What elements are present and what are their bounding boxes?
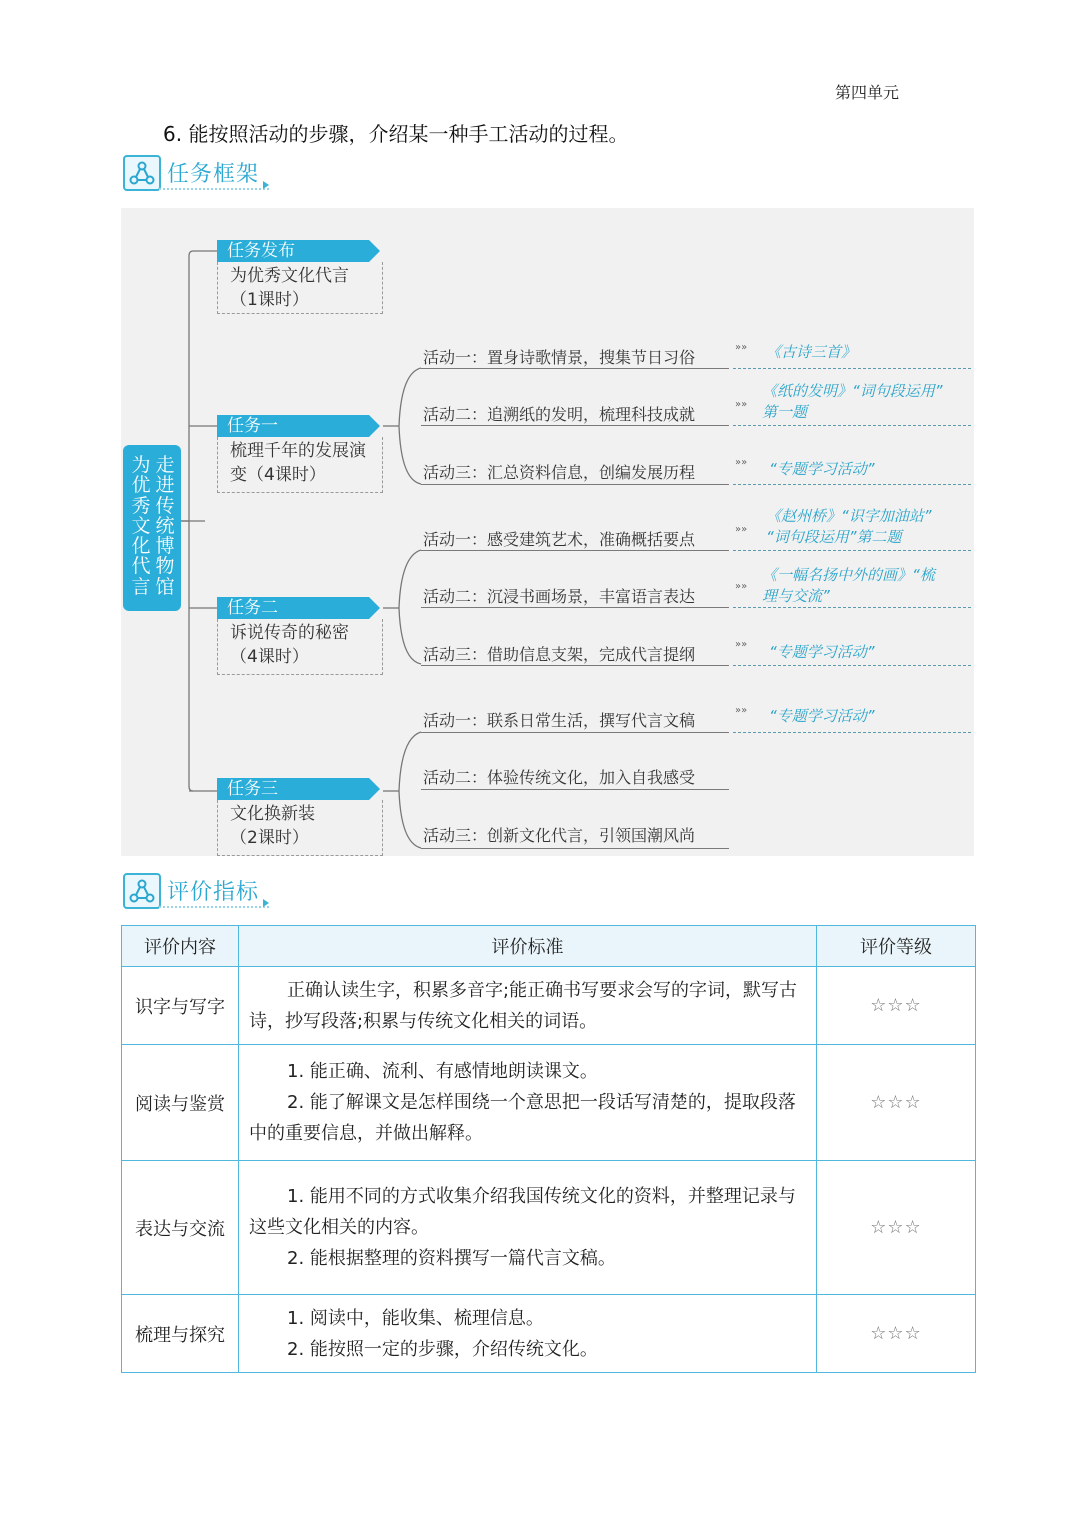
header-content: 评价内容 bbox=[122, 926, 239, 967]
resource-2-1: 《赵州桥》“识字加油站” “词句段运用”第二题 bbox=[766, 507, 932, 546]
row-criteria: 1. 能正确、流利、有感情地朗读课文。 2. 能了解课文是怎样围绕一个意思把一段话写清楚的，提取段落中的重要信息，并做出解释。 bbox=[239, 1045, 817, 1161]
activity-2-1: 活动一：感受建筑艺术，准确概括要点 bbox=[423, 530, 696, 549]
mindmap-root: 走进传统博物馆 为优秀文化代言 bbox=[123, 445, 181, 611]
task-body-publish: 为优秀文化代言 （1课时） bbox=[217, 262, 383, 314]
activity-3-1: 活动一：联系日常生活，撰写代言文稿 bbox=[423, 711, 696, 730]
task-body-1: 梳理千年的发展演 变（4课时） bbox=[217, 437, 383, 493]
row-category: 表达与交流 bbox=[122, 1161, 239, 1295]
section-framework-header bbox=[123, 155, 283, 195]
resource-1-1: 《古诗三首》 bbox=[766, 343, 857, 361]
table-row bbox=[122, 1161, 976, 1295]
activity-1-1: 活动一：置身诗歌情景，搜集节日习俗 bbox=[423, 348, 696, 367]
row-rating: ☆☆☆ bbox=[817, 1295, 976, 1373]
activity-3-2: 活动二：体验传统文化，加入自我感受 bbox=[423, 768, 696, 787]
table-row bbox=[122, 1045, 976, 1161]
resource-2-3: “专题学习活动” bbox=[769, 643, 875, 661]
resource-3-1: “专题学习活动” bbox=[769, 707, 875, 725]
activity-2-2: 活动二：沉浸书画场景，丰富语言表达 bbox=[423, 587, 696, 606]
resource-1-2: 《纸的发明》“词句段运用” 第一题 bbox=[762, 382, 943, 421]
row-rating: ☆☆☆ bbox=[817, 1161, 976, 1295]
row-criteria: 1. 阅读中，能收集、梳理信息。 2. 能按照一定的步骤，介绍传统文化。 bbox=[239, 1295, 817, 1373]
section-title: 评价指标 bbox=[167, 880, 260, 905]
resource-2-2: 《一幅名扬中外的画》“梳 理与交流” bbox=[762, 566, 935, 605]
activity-2-3: 活动三：借助信息支架，完成代言提纲 bbox=[423, 645, 696, 664]
table-row bbox=[122, 967, 976, 1045]
row-category: 阅读与鉴赏 bbox=[122, 1045, 239, 1161]
network-icon bbox=[123, 873, 161, 909]
activity-1-3: 活动三：汇总资料信息，创编发展历程 bbox=[423, 463, 696, 482]
table-row bbox=[122, 1295, 976, 1373]
activity-3-3: 活动三：创新文化代言，引领国潮风尚 bbox=[423, 826, 696, 845]
evaluation-table bbox=[121, 925, 976, 1373]
task-tag-1: 任务一 bbox=[217, 415, 369, 437]
resource-1-3: “专题学习活动” bbox=[769, 460, 875, 478]
task-tag-2: 任务二 bbox=[217, 597, 369, 619]
header-criteria: 评价标准 bbox=[239, 926, 817, 967]
table-header-row bbox=[122, 926, 976, 967]
header-rating: 评价等级 bbox=[817, 926, 976, 967]
row-category: 识字与写字 bbox=[122, 967, 239, 1045]
task-framework-mindmap: 走进传统博物馆 为优秀文化代言 任务发布 为优秀文化代言 （1课时） 任务一 梳理千年的发展演 变（4课时） 任务二 诉说传奇的秘密 （4课时） 任务三 文化换新装 （2课时） 活动一：置身诗歌情景，搜集节日习俗 »» 《古诗三首》 活动二：追溯纸的发明，梳理科技成就 »» 《纸的发明》“词句段运用” 第一题 活动三：汇总资料信息，创编发展历程 »» “专题学习活动” 活动一：感受建筑艺术，准确概括要点 »» 《赵州桥》“识字加油站” “词句段运用”第二题 活动二：沉浸书画场景，丰富语言表达 »» 《一幅名扬中外的画》“梳 理与交流” 活动三：借助信息支架，完成代言提纲 »» “专题学习活动” 活动一：联系日常生活，撰写代言文稿 »» “专题学习活动” 活动二：体验传统文化，加入自我感受 活动三：创新文化代言，引领国潮风尚 bbox=[121, 208, 974, 856]
task-tag-3: 任务三 bbox=[217, 778, 369, 800]
task-body-2: 诉说传奇的秘密 （4课时） bbox=[217, 619, 383, 675]
row-criteria: 正确认读生字，积累多音字;能正确书写要求会写的字词，默写古诗，抄写段落;积累与传统文化相关的词语。 bbox=[239, 967, 817, 1045]
row-rating: ☆☆☆ bbox=[817, 967, 976, 1045]
network-icon bbox=[123, 155, 161, 191]
goal-line: 6. 能按照活动的步骤，介绍某一种手工活动的过程。 bbox=[163, 122, 629, 146]
row-category: 梳理与探究 bbox=[122, 1295, 239, 1373]
section-eval-header bbox=[123, 873, 283, 913]
row-rating: ☆☆☆ bbox=[817, 1045, 976, 1161]
section-title: 任务框架 bbox=[167, 162, 260, 187]
unit-header: 第四单元 bbox=[835, 83, 900, 102]
task-tag-publish: 任务发布 bbox=[217, 240, 369, 262]
activity-1-2: 活动二：追溯纸的发明，梳理科技成就 bbox=[423, 405, 696, 424]
row-criteria: 1. 能用不同的方式收集介绍我国传统文化的资料，并整理记录与这些文化相关的内容。 2. 能根据整理的资料撰写一篇代言文稿。 bbox=[239, 1161, 817, 1295]
task-body-3: 文化换新装 （2课时） bbox=[217, 800, 383, 856]
